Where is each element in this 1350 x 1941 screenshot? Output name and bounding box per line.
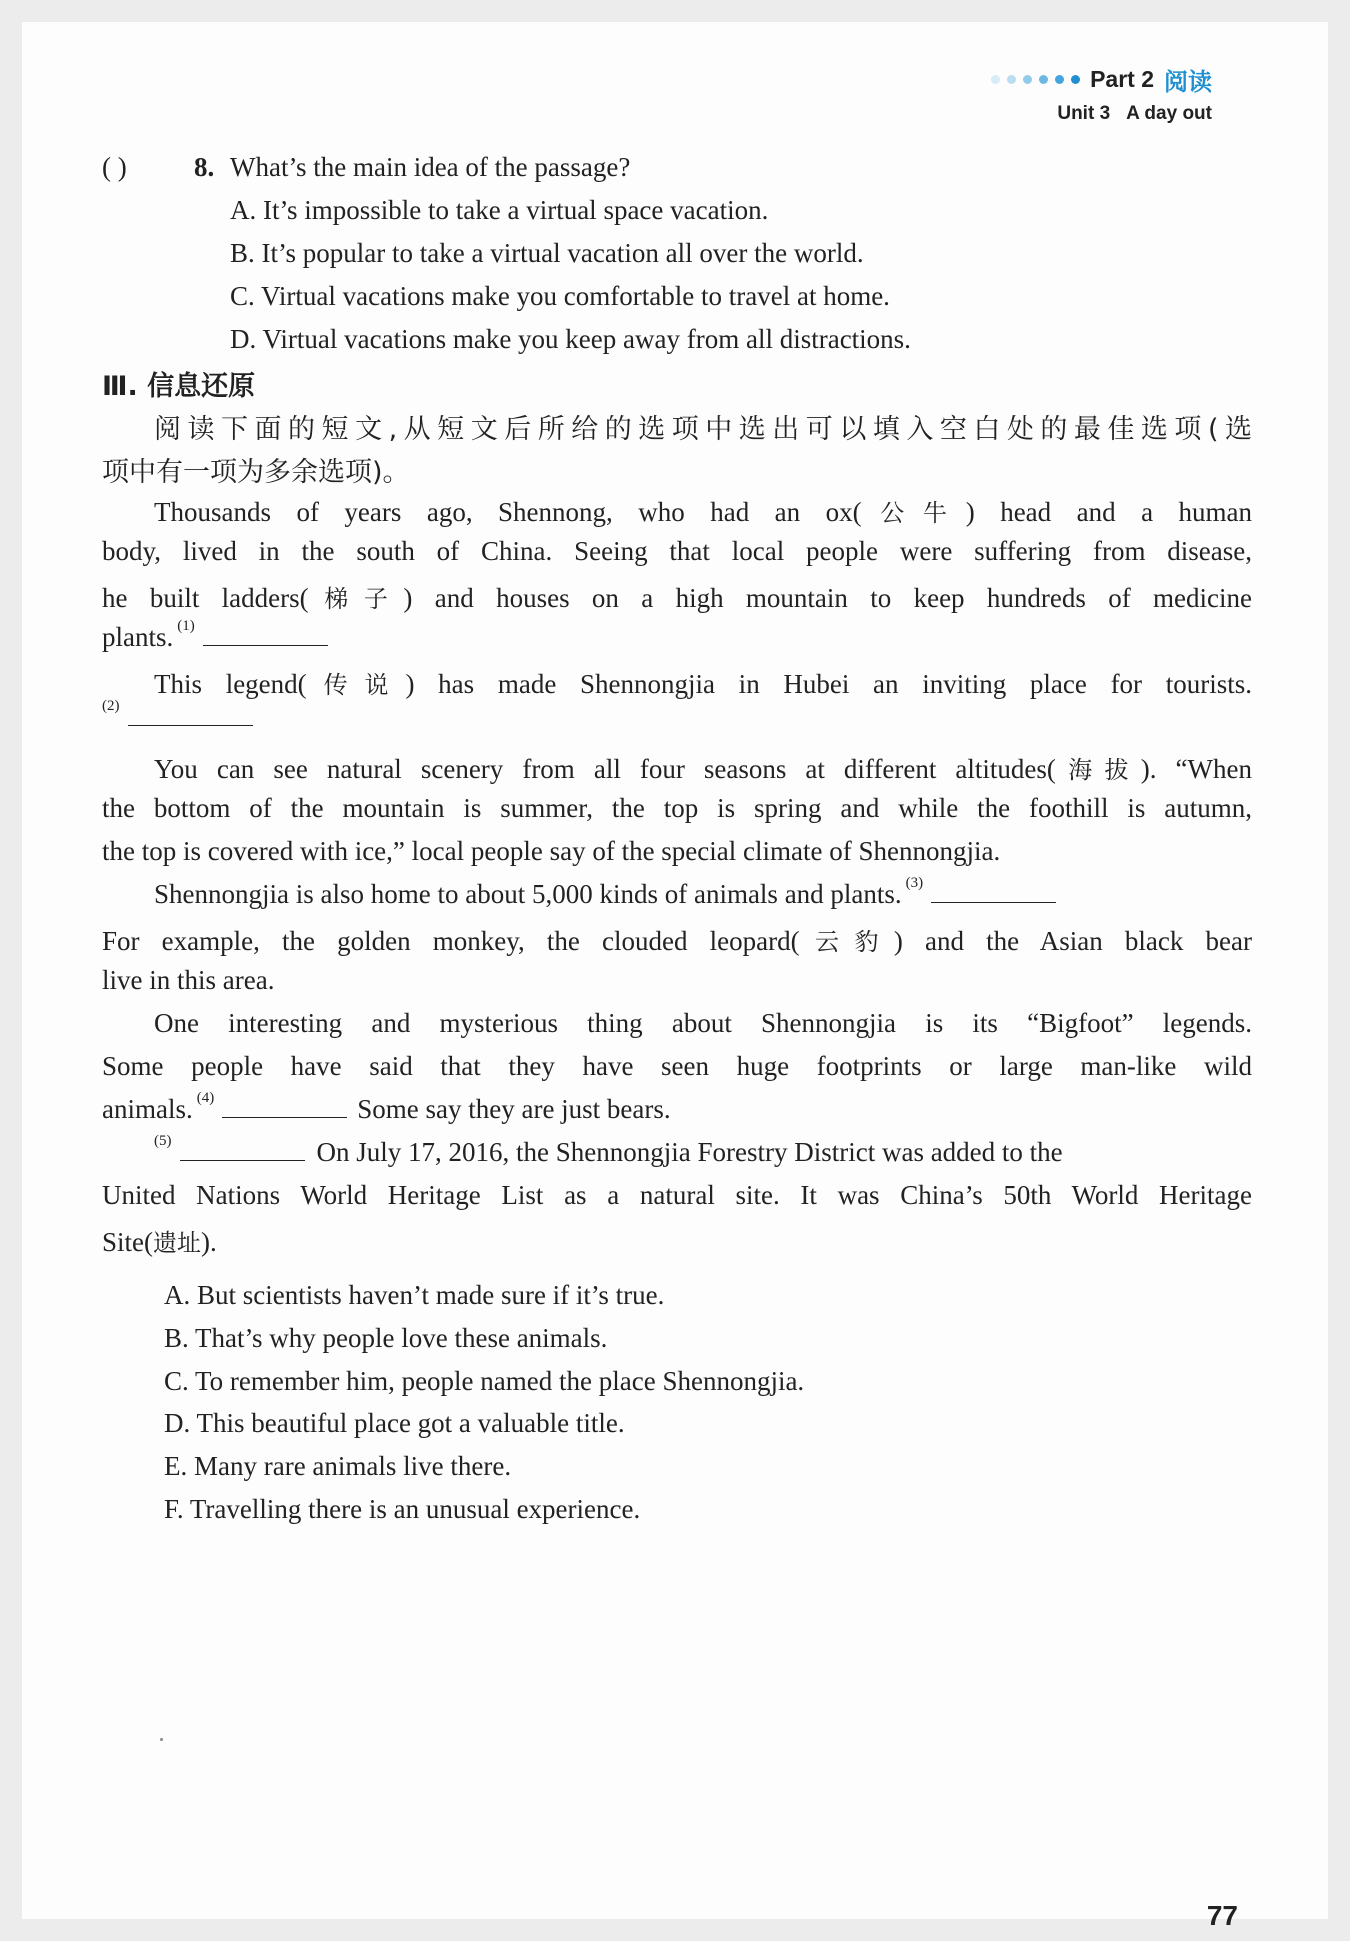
option-d[interactable]: D. Virtual vacations make you keep away from all distractions. <box>230 324 911 354</box>
passage-p2-line1 <box>154 665 1252 700</box>
text-run: For example, the golden monkey, the clouded leopard( <box>102 926 800 956</box>
passage-p2-line2 <box>102 698 1252 733</box>
chinese-gloss: 云豹 <box>799 928 894 956</box>
text-run: Some say they are just bears. <box>357 1094 671 1124</box>
page-number: 77 <box>1206 1900 1238 1931</box>
chinese-gloss: 遗址 <box>153 1229 201 1257</box>
text-run: This legend( <box>154 669 307 699</box>
text-run: plants. <box>102 622 174 652</box>
passage-p6-line1 <box>154 1133 1252 1168</box>
header-dots <box>991 75 1080 84</box>
blank-number-5: (5) <box>154 1133 172 1149</box>
chinese-gloss: 海拔 <box>1055 756 1141 784</box>
option-c[interactable]: C. Virtual vacations make you comfortable to travel at home. <box>230 281 890 311</box>
option-a[interactable]: A. It’s impossible to take a virtual space vacation. <box>230 195 769 225</box>
choice-d[interactable]: D. This beautiful place got a valuable title. <box>164 1408 625 1438</box>
blank-1[interactable] <box>203 623 328 646</box>
chinese-gloss: 传说 <box>306 671 406 699</box>
blank-2[interactable] <box>128 703 253 726</box>
choice-e[interactable]: E. Many rare animals live there. <box>164 1451 512 1481</box>
text-run: On July 17, 2016, the Shennongjia Forestry District was added to the <box>316 1137 1063 1167</box>
passage-p6-line2: United Nations World Heritage List as a natural site. It was China’s 50th World Heritage <box>102 1180 1252 1210</box>
passage-p4-line3: live in this area. <box>102 965 275 995</box>
passage-p4-line2 <box>102 922 1252 957</box>
blank-5[interactable] <box>180 1138 305 1161</box>
text-run: ) head and a human <box>965 497 1252 527</box>
text-run: ) has made Shennongjia in Hubei an inviting place for tourists. <box>405 669 1253 699</box>
header-dot-3 <box>1023 75 1032 84</box>
choice-a[interactable]: A. But scientists haven’t made sure if it’s true. <box>164 1280 665 1310</box>
text-run: Shennongjia is also home to about 5,000 kinds of animals and plants. <box>154 879 902 909</box>
section-title: Ⅲ. 信息还原 <box>102 371 256 402</box>
choice-c[interactable]: C. To remember him, people named the place Shennongjia. <box>164 1366 805 1396</box>
instruction-line-2: 项中有一项为多余选项)。 <box>102 457 410 488</box>
unit-label: Unit 3 <box>1057 103 1111 124</box>
print-speck <box>160 1738 163 1741</box>
blank-4[interactable] <box>222 1095 347 1118</box>
part-chinese-label: 阅读 <box>1164 68 1212 96</box>
passage-p5-line2: Some people have said that they have seen huge footprints or large man-like wild <box>102 1051 1252 1081</box>
passage-p1-line2: body, lived in the south of China. Seeing that local people were suffering from disease, <box>102 536 1252 566</box>
passage-p6-line3 <box>102 1223 1252 1258</box>
passage-p1-line1 <box>154 493 1252 528</box>
passage-p3-line3: the top is covered with ice,” local people say of the special climate of Shennongjia. <box>102 836 1001 866</box>
passage-p4-line1 <box>154 875 1252 910</box>
chinese-gloss: 公牛 <box>861 499 966 527</box>
question-text: What’s the main idea of the passage? <box>230 152 631 182</box>
text-run: You can see natural scenery from all four seasons at different altitudes( <box>154 754 1056 784</box>
page-header <box>991 62 1212 125</box>
text-run: animals. <box>102 1094 193 1124</box>
passage-p1-line4 <box>102 618 1252 653</box>
text-run: ) and houses on a high mountain to keep hundreds of medicine <box>403 583 1253 613</box>
passage-p3-line1 <box>154 750 1252 785</box>
header-dot-2 <box>1007 75 1016 84</box>
part-label: Part 2 <box>1090 66 1154 92</box>
option-b[interactable]: B. It’s popular to take a virtual vacation all over the world. <box>230 238 864 268</box>
header-dot-5 <box>1055 75 1064 84</box>
text-run: ). “When <box>1140 754 1252 784</box>
passage-p1-line3 <box>102 579 1252 614</box>
question-number: 8. <box>194 152 215 182</box>
text-run: ) and the Asian black bear <box>893 926 1253 956</box>
blank-number-1: (1) <box>177 618 195 634</box>
header-dot-6 <box>1071 75 1080 84</box>
instruction-line-1: 阅读下面的短文,从短文后所给的选项中选出可以填入空白处的最佳选项(选 <box>154 414 1252 445</box>
page <box>22 22 1328 1931</box>
passage-p3-line2: the bottom of the mountain is summer, the top is spring and while the foothill is autumn, <box>102 793 1252 823</box>
blank-number-2: (2) <box>102 698 120 714</box>
blank-number-3: (3) <box>905 875 924 891</box>
passage-p5-line1: One interesting and mysterious thing about Shennongjia is its “Bigfoot” legends. <box>154 1008 1252 1038</box>
chinese-gloss: 梯子 <box>308 585 404 613</box>
text-run: Thousands of years ago, Shennong, who had an ox( <box>154 497 862 527</box>
choice-f[interactable]: F. Travelling there is an unusual experience. <box>164 1494 641 1524</box>
blank-3[interactable] <box>931 880 1056 903</box>
unit-title: A day out <box>1126 103 1212 124</box>
answer-paren[interactable]: ( ) <box>102 152 127 182</box>
header-dot-1 <box>991 75 1000 84</box>
choice-b[interactable]: B. That’s why people love these animals. <box>164 1323 608 1353</box>
passage-p5-line3 <box>102 1090 1252 1125</box>
blank-number-4: (4) <box>196 1090 215 1106</box>
header-dot-4 <box>1039 75 1048 84</box>
text-run: ). <box>201 1227 217 1257</box>
text-run: he built ladders( <box>102 583 309 613</box>
text-run: Site( <box>102 1227 153 1257</box>
